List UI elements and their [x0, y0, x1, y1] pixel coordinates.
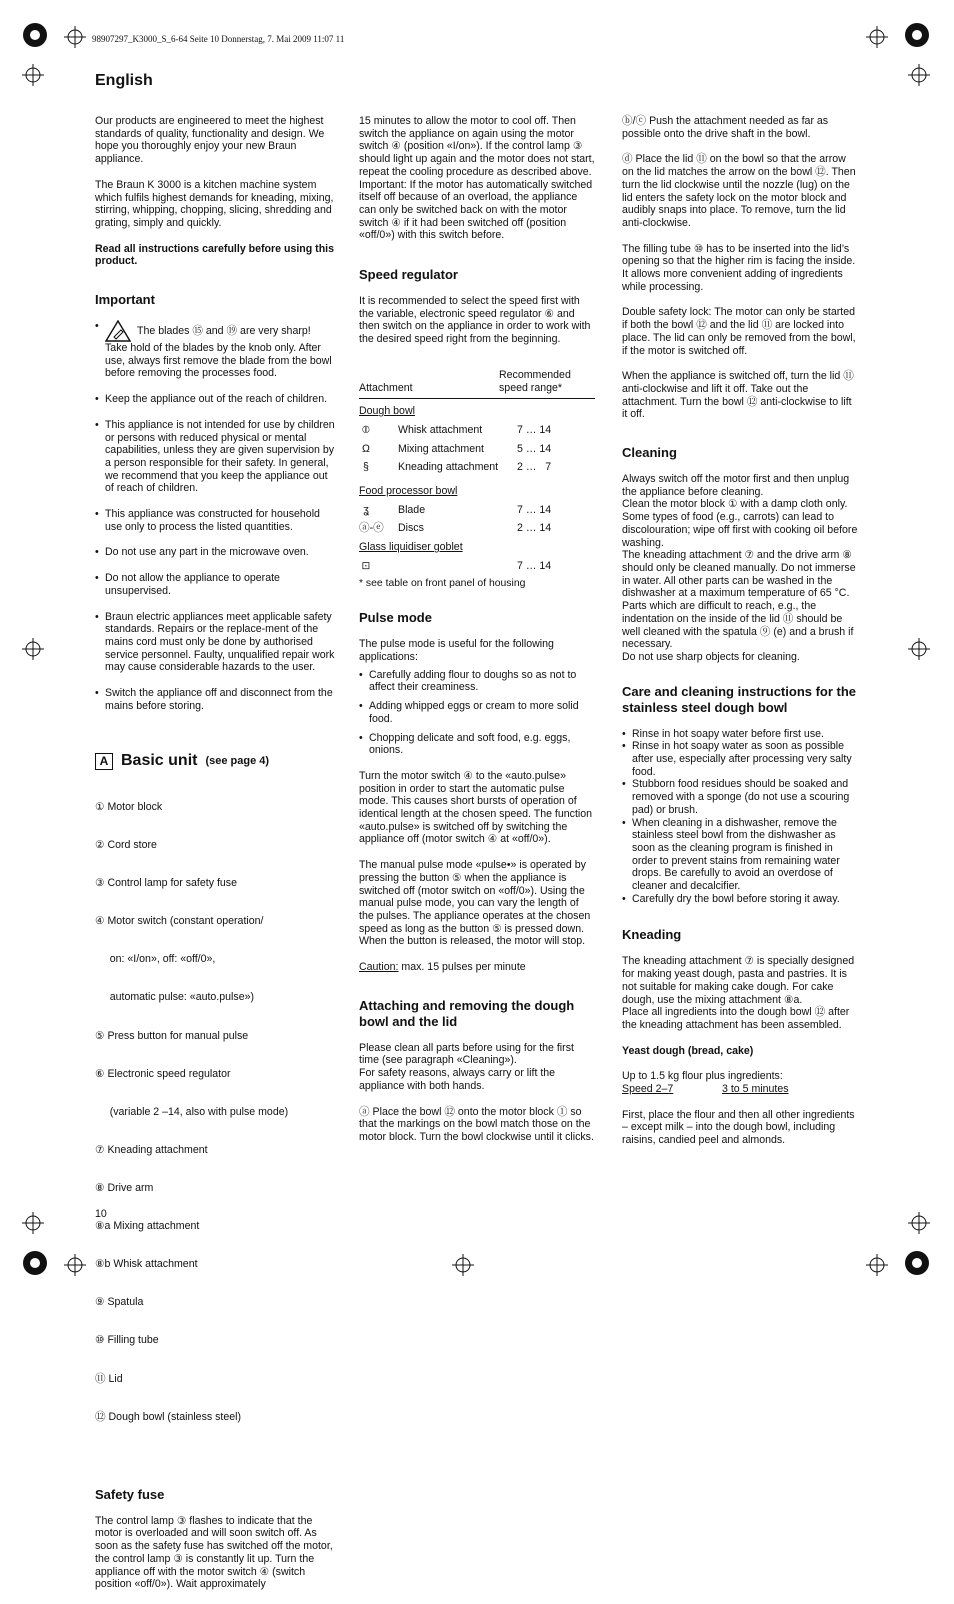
important-heading: Important — [95, 292, 155, 308]
yeast-speed: Speed 2–7 — [622, 1083, 674, 1096]
caution-text: Caution: max. 15 pulses per minute — [359, 961, 526, 974]
table-row: ⓐ-ⓔ Discs 2 … 14 — [359, 519, 595, 538]
safety-fuse-heading: Safety fuse — [95, 1486, 165, 1502]
table-row: § Kneading attachment 2 … 7 — [359, 458, 595, 477]
registration-mark — [22, 22, 44, 44]
list-item: • This appliance is not intended for use by children or persons with reduced physical or mental capabilities, unless they are given supervision by a person responsible for their safety. In general, we recommend that you keep the appliance out of reach of children. — [95, 419, 335, 495]
part-item: on: «I/on», off: «off/0», — [95, 953, 216, 966]
list-item: • Do not allow the appliance to operate unsupervised. — [95, 572, 335, 597]
pulse-intro: The pulse mode is useful for the following applications: — [359, 638, 554, 663]
registration-mark — [904, 22, 926, 44]
list-item: • Stubborn food residues should be soaked and removed with a sponge (do not use a scouring pad) or brush. — [622, 778, 858, 816]
list-item: • Rinse in hot soapy water before first use. — [622, 728, 858, 741]
crosshair-mark — [908, 1212, 930, 1234]
part-item: ⑦ Kneading attachment — [95, 1143, 208, 1156]
list-item: • When cleaning in a dishwasher, remove the stainless steel bowl from the dishwasher as soon as the cleaning program is finished in order to prevent stains from remaining water drops. Be carefully to avoid an overdose of cleaner and decalcifier. — [622, 817, 858, 893]
part-item: (variable 2 –14, also with pulse mode) — [95, 1105, 289, 1118]
section-letter-box: A — [95, 753, 113, 770]
crosshair-mark — [22, 1212, 44, 1234]
whisk-icon: ⦶ — [362, 423, 370, 436]
blade-icon: ʓ — [363, 503, 369, 516]
attaching-heading: Attaching and removing the dough bowl and the lid — [359, 997, 575, 1029]
filling-tube-text: The filling tube ⑩ has to be inserted into the lid’s opening so that the higher rim is facing the inside. It allows more convenient adding of ingredients while processing. — [622, 242, 856, 293]
list-item: • Keep the appliance out of the reach of children. — [95, 393, 335, 406]
part-item: ④ Motor switch (constant operation/ — [95, 915, 264, 928]
part-item: ⑧b Whisk attachment — [95, 1258, 198, 1271]
registration-mark — [22, 1250, 44, 1272]
part-item: ⑫ Dough bowl (stainless steel) — [95, 1410, 242, 1423]
table-row: Ω Mixing attachment 5 … 14 — [359, 440, 595, 459]
pulse-auto-text: Turn the motor switch ④ to the «auto.pulse» position in order to start the automatic pulse mode. This causes short bursts of operation of identical length at the chosen speed. The function «auto.pulse» is switched off by switching the appliance off (motor switch ④ at «off/0»). — [359, 769, 593, 846]
crosshair-mark — [64, 1254, 86, 1276]
crosshair-mark — [22, 638, 44, 660]
care-list — [622, 728, 858, 906]
cleaning-text: Always switch off the motor first and then unplug the appliance before cleaning. Clean the motor block ① with a damp cloth only. Some types of food (e.g., carrots) can lead to discolouration; wipe off first with cooking oil before washing. The kneading attachment ⑦ and the drive arm ⑧ should only be cleaned manually. Do not immerse in water. All other parts can be washed in the dishwasher at a maximum temperature of 65 °C. Parts which are difficult to reach, e.g., the indentation on the inside of the lid ⑪ should be well cleaned with the spatula ⑨ (e) and a brush if necessary. Do not use sharp objects for cleaning. — [622, 473, 858, 663]
attaching-text: Please clean all parts before using for the first time (see paragraph «Cleaning»). For safety reasons, always carry or lift the appliance with both hands. — [359, 1041, 574, 1092]
crosshair-mark — [22, 64, 44, 86]
table-footnote: * see table on front panel of housing — [359, 577, 526, 589]
kneading-icon: § — [363, 461, 369, 474]
part-item: automatic pulse: «auto.pulse») — [95, 991, 254, 1004]
when-off-text: When the appliance is switched off, turn the lid ⑪ anti-clockwise and lift it off. Take out the attachment. Turn the bowl ⑫ anti-clockwise to lift it off. — [622, 370, 854, 421]
yeast-quantity: Up to 1.5 kg flour plus ingredients: Speed 2–7 3 to 5 minutes — [622, 1070, 789, 1096]
pulse-mode-heading: Pulse mode — [359, 610, 432, 626]
part-item: ⑨ Spatula — [95, 1296, 144, 1309]
speed-regulator-heading: Speed regulator — [359, 267, 458, 283]
mixing-icon: Ω — [362, 442, 370, 455]
yeast-text: First, place the flour and then all other ingredients – except milk – into the dough bowl, including raisins, candied peel and almonds. — [622, 1108, 855, 1147]
list-item: • Carefully dry the bowl before storing it away. — [622, 893, 858, 906]
part-item: ⑪ Lid — [95, 1372, 123, 1385]
table-group: Dough bowl — [359, 405, 415, 418]
care-heading: Care and cleaning instructions for the stainless steel dough bowl — [622, 683, 857, 715]
crosshair-mark — [908, 64, 930, 86]
part-item: ⑥ Electronic speed regulator — [95, 1067, 231, 1080]
crosshair-mark — [866, 26, 888, 48]
table-row: ⦶ Whisk attachment 7 … 14 — [359, 421, 595, 440]
part-item: ⑩ Filling tube — [95, 1334, 159, 1347]
pulse-manual-text: The manual pulse mode «pulse•» is operated by pressing the button ⑤ when the appliance is switched off (motor switch on «off/0»). Using the manual pulse mode, you can vary the length of the pulses. The appliance operates at the chosen speed as long as the button ⑤ is pressed down. When the button is released, the motor will stop. — [359, 859, 591, 948]
part-item: ① Motor block — [95, 800, 163, 813]
list-item: • Switch the appliance off and disconnect from the mains before storing. — [95, 687, 335, 712]
safety-fuse-text: The control lamp ③ flashes to indicate that the motor is overloaded and will soon switch off. As soon as the safety fuse has switched off the motor, the control lamp ③ is constantly lit up. Turn the appliance off with the motor switch ④ (switch position «off/0»). Wait approximately — [95, 1514, 333, 1591]
column-2 — [359, 115, 595, 1157]
crosshair-mark — [452, 1254, 474, 1276]
column-3 — [622, 115, 858, 1160]
crosshair-mark — [866, 1254, 888, 1276]
step-a: ⓐ Place the bowl ⑫ onto the motor block ① so that the markings on the bowl match those on the motor block. Turn the bowl clockwise until it clicks. — [359, 1105, 594, 1143]
intro-paragraph: The Braun K 3000 is a kitchen machine system which fulfils highest demands for kneading, mixing, stirring, whipping, chopping, slicing, shredding and grating, simply and quickly. — [95, 178, 334, 229]
important-list — [95, 320, 335, 712]
double-lock-text: Double safety lock: The motor can only be started if both the bowl ⑫ and the lid ⑪ are locked into place. The lid can only be removed from the bowl, if the motor is switched off. — [622, 306, 856, 357]
page-number: 10 — [95, 1208, 107, 1220]
pulse-list — [359, 669, 595, 757]
discs-symbol: ⓐ-ⓔ — [359, 522, 384, 535]
list-item: • Adding whipped eggs or cream to more solid food. — [359, 700, 595, 725]
intro-paragraph: Our products are engineered to meet the highest standards of quality, functionality and design. We hope you thoroughly enjoy your new Braun appliance. — [95, 115, 325, 166]
list-item: • Chopping delicate and soft food, e.g. eggs, onions. — [359, 732, 595, 757]
table-group: Glass liquidiser goblet — [359, 541, 463, 554]
read-instructions: Read all instructions carefully before using this product. — [95, 242, 335, 268]
step-bc: ⓑ/ⓒ Push the attachment needed as far as possible onto the drive shaft in the bowl. — [622, 115, 829, 140]
crosshair-mark — [908, 638, 930, 660]
basic-unit-title: Basic unit — [121, 751, 198, 769]
basic-unit-heading — [95, 753, 335, 770]
basic-unit-subtitle: (see page 4) — [205, 754, 270, 767]
warning-icon — [105, 320, 131, 342]
speed-regulator-text: It is recommended to select the speed first with the variable, electronic speed regulator ⑥ and then switch on the appliance in order to work with the desired speed right from the beginning. — [359, 295, 591, 346]
list-item: • This appliance was constructed for household use only to process the listed quantities. — [95, 508, 335, 533]
step-d: ⓓ Place the lid ⑪ on the bowl so that the arrow on the lid matches the arrow on the bowl ⑫. Then turn the lid clockwise until the nozzle (lug) on the lid enters the safety lock on the motor block and audibly snaps into place. To remove, turn the lid anti-clockwise. — [622, 153, 856, 229]
list-item: • Carefully adding flour to doughs so as not to affect their creaminess. — [359, 669, 595, 694]
goblet-icon: ⊡ — [361, 559, 371, 572]
list-item: • Braun electric appliances meet applicable safety standards. Repairs or the replace-ment of the mains cord must only be done by authorised service personnel. Faulty, unqualified repair work may cause considerable hazards to the user. — [95, 611, 335, 675]
yeast-heading: Yeast dough (bread, cake) — [622, 1044, 754, 1057]
part-item: ⑤ Press button for manual pulse — [95, 1029, 249, 1042]
part-item: ⑧ Drive arm — [95, 1182, 154, 1194]
table-row: ʓ Blade 7 … 14 — [359, 501, 595, 520]
table-header-speed: Recommended speed range* — [499, 368, 571, 394]
kneading-heading: Kneading — [622, 927, 682, 943]
list-item: • Rinse in hot soapy water as soon as possible after use, especially after processing very salty food. — [622, 740, 858, 778]
table-header-attachment: Attachment — [359, 381, 413, 394]
crosshair-mark — [64, 26, 86, 48]
table-row: ⊡ 7 … 14 — [359, 557, 595, 576]
fuse-continued-text: 15 minutes to allow the motor to cool off. Then switch the appliance on again using the motor switch ④ (position «I/on»). If the control lamp ③ should light up again and the motor does not start, repeat the cooling procedure as described above. Important: If the motor has automatically switched itself off because of an overload, the appliance can only be switched back on with the motor switch ④ if it had been switched off (position «off/0») with this switch before. — [359, 115, 595, 242]
print-header: 98907297_K3000_S_6-64 Seite 10 Donnerstag, 7. Mai 2009 11:07 11 — [92, 34, 345, 44]
kneading-text: The kneading attachment ⑦ is specially designed for making yeast dough, pasta and pastries. It is not suitable for making cake dough. For cake dough, use the mixing attachment ⑧a. Place all ingredients into the dough bowl ⑫ after the kneading attachment has been assembled. — [622, 955, 855, 1031]
speed-table — [359, 366, 595, 576]
page-title: English — [95, 72, 153, 89]
part-item: ⑧a Mixing attachment — [95, 1220, 200, 1233]
parts-list — [95, 776, 335, 1449]
list-item: • The blades ⑮ and ⑲ are very sharp! Take hold of the blades by the knob only. After use, always first remove the blade from the bowl before removing the processes food. — [95, 320, 335, 380]
part-item: ② Cord store — [95, 839, 157, 852]
table-group: Food processor bowl — [359, 485, 458, 498]
yeast-time: 3 to 5 minutes — [722, 1083, 789, 1096]
part-item: ③ Control lamp for safety fuse — [95, 877, 237, 890]
registration-mark — [904, 1250, 926, 1272]
cleaning-heading: Cleaning — [622, 445, 677, 461]
list-item: • Do not use any part in the microwave oven. — [95, 546, 335, 559]
column-1 — [95, 115, 335, 1604]
